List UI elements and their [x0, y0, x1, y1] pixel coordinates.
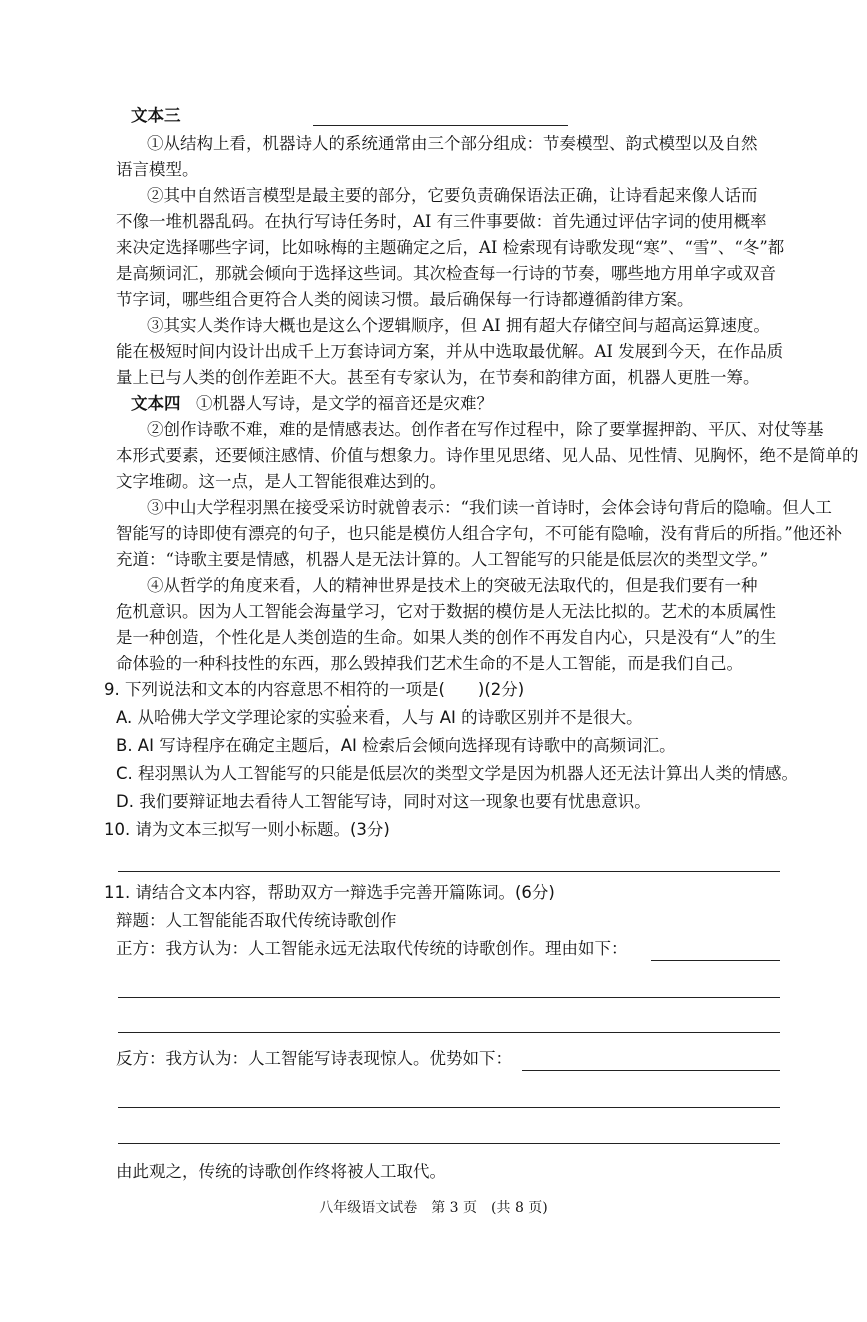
q9-stem [104, 677, 524, 703]
q10-stem: 10. 请为文本三拟写一则小标题。(3分) [104, 820, 390, 839]
text4-line: ①机器人写诗，是文学的福音还是灾难？ [196, 394, 493, 413]
answer-line [118, 1107, 780, 1108]
q9-option-b: B. AI 写诗程序在确定主题后，AI 检索后会倾向选择现有诗歌中的高频词汇。 [116, 736, 676, 755]
text3-line: ①从结构上看，机器诗人的系统通常由三个部分组成：节奏模型、韵式模型以及自然 [147, 134, 758, 153]
q9-option-d: D. 我们要辩证地去看待人工智能写诗，同时对这一现象也要有忧患意识。 [116, 792, 651, 811]
answer-line [118, 871, 780, 872]
text3-line: 来决定选择哪些字词，比如咏梅的主题确定之后，AI 检索现有诗歌发现“寒”、“雪”、“冬”都 [116, 238, 785, 257]
q9-stem-a: 9. 下列说法和文本的内容意思 [104, 680, 323, 699]
text4-line: 命体验的一种科技性的东西，那么毁掉我们艺术生命的不是人工智能，而是我们自己。 [116, 654, 743, 673]
q9-stem-emphasis: 不相符 [323, 680, 373, 699]
text4-line: 智能写的诗即使有漂亮的句子，也只能是模仿人组合字句，不可能有隐喻，没有背后的所指。”他还补 [116, 524, 843, 543]
text3-line: 能在极短时间内设计出成千上万套诗词方案，并从中选取最优解。AI 发展到今天，在作品质 [116, 342, 784, 361]
text3-line: 量上已与人类的创作差距不大。甚至有专家认为，在节奏和韵律方面，机器人更胜一筹。 [116, 368, 760, 387]
page-footer: 八年级语文试卷 第 3 页 (共 8 页) [319, 1200, 548, 1216]
answer-line [651, 960, 780, 961]
text3-line: 节字词，哪些组合更符合人类的阅读习惯。最后确保每一行诗都遵循韵律方案。 [116, 290, 694, 309]
answer-line [118, 1143, 780, 1144]
text4-line: 文字堆砌。这一点，是人工智能很难达到的。 [116, 472, 446, 491]
q11-conclusion: 由此观之，传统的诗歌创作终将被人工取代。 [116, 1162, 446, 1181]
q11-debate-topic: 辩题：人工智能能否取代传统诗歌创作 [116, 911, 397, 930]
text4-line: ②创作诗歌不难，难的是情感表达。创作者在写作过程中，除了要掌握押韵、平仄、对仗等基 [147, 420, 824, 439]
text4-heading: 文本四 [131, 394, 181, 413]
text4-line: 是一种创造，个性化是人类创造的生命。如果人类的创作不再发自内心，只是没有“人”的生 [116, 628, 777, 647]
text3-line: ③其实人类作诗大概也是这么个逻辑顺序，但 AI 拥有超大存储空间与超高运算速度。 [147, 316, 770, 335]
answer-line [522, 1070, 780, 1071]
text3-line: 不像一堆机器乱码。在执行写诗任务时，AI 有三件事要做：首先通过评估字词的使用概率 [116, 212, 767, 231]
q11-con-side: 反方：我方认为：人工智能写诗表现惊人。优势如下： [116, 1049, 512, 1068]
q11-stem: 11. 请结合文本内容，帮助双方一辩选手完善开篇陈词。(6分) [104, 883, 555, 902]
text3-line: ②其中自然语言模型是最主要的部分，它要负责确保语法正确，让诗看起来像人话而 [147, 186, 758, 205]
q9-option-a: A. 从哈佛大学文学理论家的实验来看，人与 AI 的诗歌区别并不是很大。 [116, 708, 643, 727]
text4-line: 危机意识。因为人工智能会海量学习，它对于数据的模仿是人无法比拟的。艺术的本质属性 [116, 602, 776, 621]
text4-line: ③中山大学程羽黑在接受采访时就曾表示：“我们读一首诗时，会体会诗句背后的隐喻。但人工 [147, 498, 832, 517]
answer-line [118, 1032, 780, 1033]
text3-heading: 文本三 [131, 106, 181, 125]
text3-line: 语言模型。 [116, 160, 199, 179]
text4-line: 充道：“诗歌主要是情感，机器人是无法计算的。人工智能写的只能是低层次的类型文学。” [116, 550, 769, 569]
text4-line: ④从哲学的角度来看，人的精神世界是技术上的突破无法取代的，但是我们要有一种 [147, 576, 758, 595]
text4-line: 本形式要素，还要倾注感情、价值与想象力。诗作里见思绪、见人品、见性情、见胸怀，绝不是简单的 [116, 446, 859, 465]
q9-stem-b: 的一项是( )(2分) [372, 680, 525, 699]
q9-option-c: C. 程羽黑认为人工智能写的只能是低层次的类型文学是因为机器人还无法计算出人类的情感。 [116, 764, 799, 783]
answer-line [118, 997, 780, 998]
title-answer-line [313, 125, 568, 126]
q11-pro-side: 正方：我方认为：人工智能永远无法取代传统的诗歌创作。理由如下： [116, 939, 628, 958]
text3-line: 是高频词汇，那就会倾向于选择这些词。其次检查每一行诗的节奏，哪些地方用单字或双音 [116, 264, 776, 283]
